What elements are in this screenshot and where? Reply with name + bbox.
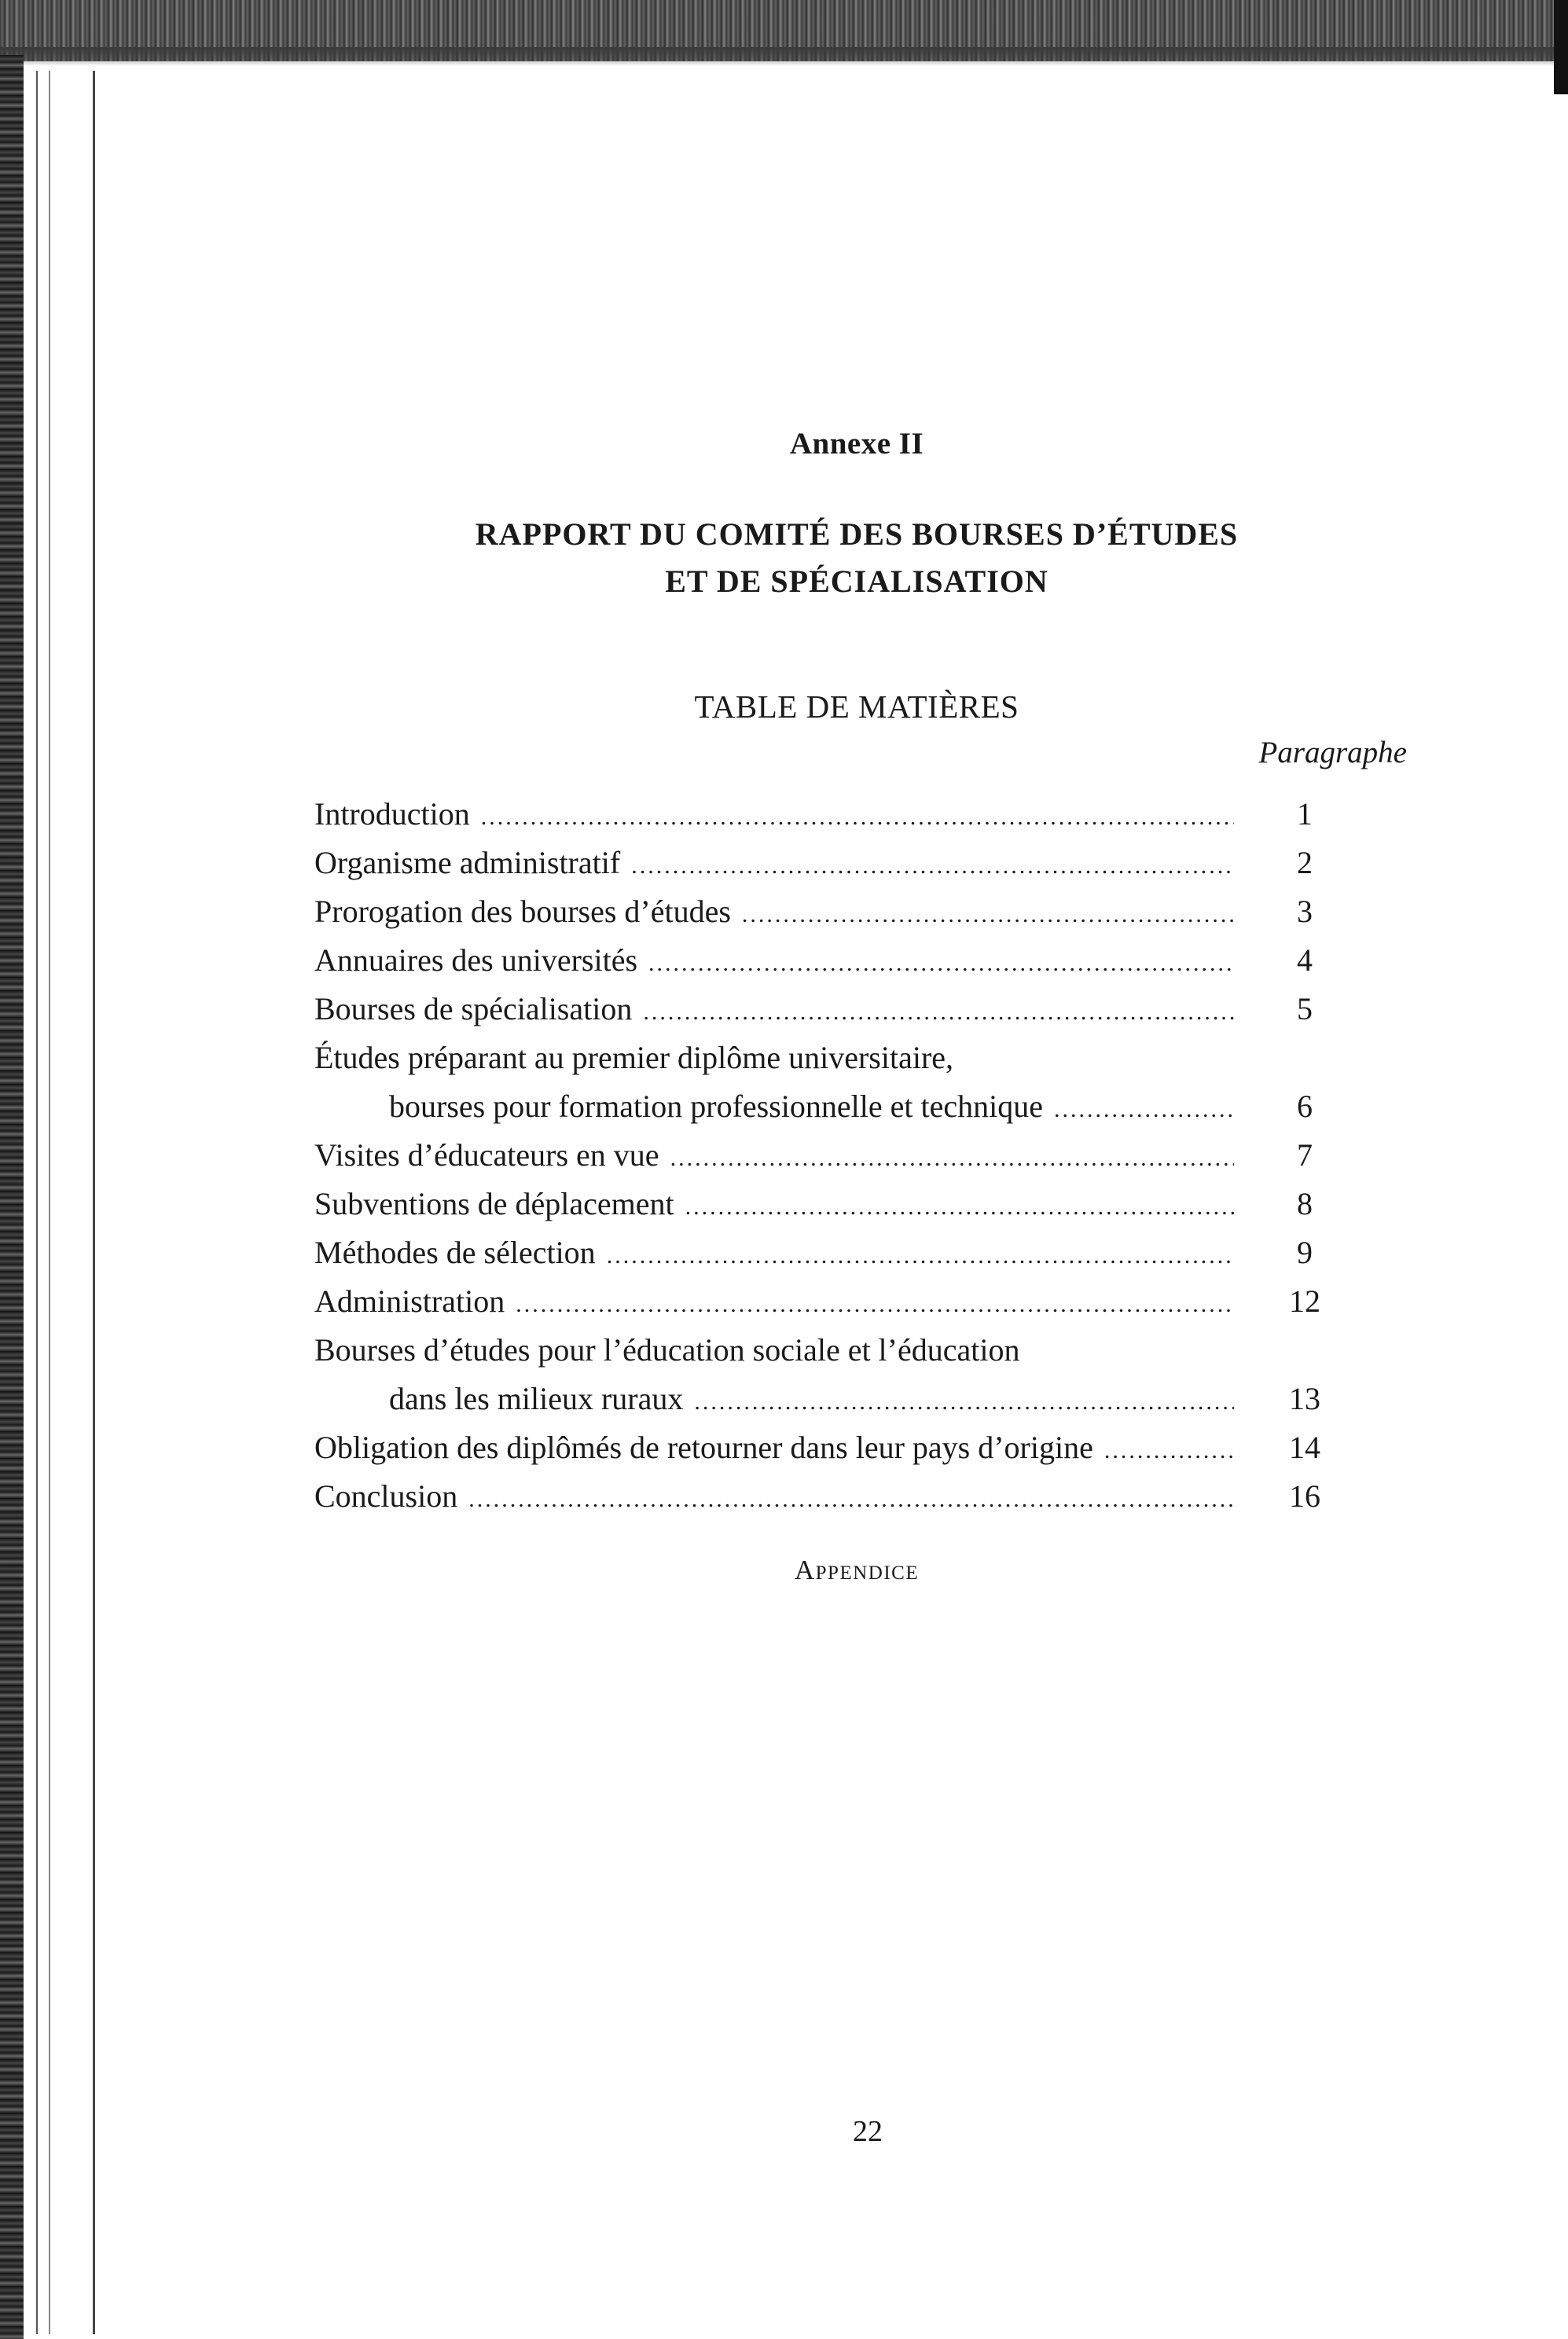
toc-entry-line bbox=[314, 1277, 1234, 1326]
toc-entry bbox=[314, 936, 1352, 985]
report-title-line: RAPPORT DU COMITÉ DES BOURSES D’ÉTUDES bbox=[475, 516, 1239, 552]
toc-leader-dots bbox=[685, 1183, 1234, 1232]
toc-leader-dots bbox=[1104, 1427, 1234, 1475]
toc-entry-title: Annuaires des universités bbox=[314, 942, 638, 978]
toc-entry-line bbox=[314, 1375, 1234, 1423]
toc-entry-line bbox=[314, 1423, 1234, 1472]
toc-entry bbox=[314, 1034, 1352, 1131]
toc-entry bbox=[314, 1423, 1352, 1472]
toc-paragraph-number: 7 bbox=[1297, 1137, 1313, 1173]
toc-entry-line bbox=[314, 985, 1234, 1034]
toc-paragraph-number: 9 bbox=[1297, 1235, 1313, 1270]
report-title-line: ET DE SPÉCIALISATION bbox=[665, 564, 1048, 599]
toc-leader-dots bbox=[468, 1475, 1234, 1524]
toc-paragraph-number: 14 bbox=[1289, 1430, 1320, 1465]
toc-entry-line bbox=[314, 887, 1234, 936]
toc-leader-dots bbox=[631, 842, 1234, 890]
toc-entry bbox=[314, 1180, 1352, 1228]
toc-entry-line bbox=[314, 1034, 1234, 1082]
toc-paragraph-number: 13 bbox=[1289, 1381, 1320, 1416]
toc-paragraph-number: 16 bbox=[1289, 1478, 1320, 1514]
toc-paragraph-number: 4 bbox=[1297, 942, 1313, 978]
toc-paragraph-number: 3 bbox=[1297, 894, 1313, 929]
toc-paragraph-number: 2 bbox=[1297, 845, 1313, 880]
toc-entry bbox=[314, 790, 1352, 839]
toc-entry-title: Méthodes de sélection bbox=[314, 1235, 596, 1270]
toc-entry bbox=[314, 887, 1352, 936]
toc-entry bbox=[314, 1228, 1352, 1277]
toc-entry bbox=[314, 1326, 1352, 1423]
toc-paragraph-number: 6 bbox=[1297, 1089, 1313, 1124]
toc-entry-title: Subventions de déplacement bbox=[314, 1186, 674, 1221]
annex-label: Annexe II bbox=[789, 427, 924, 461]
toc-entry-title: Bourses d’études pour l’éducation sociale et l’éducation bbox=[314, 1332, 1020, 1368]
paragraph-column-header: Paragraphe bbox=[1258, 736, 1407, 769]
toc-entry-line bbox=[314, 1228, 1234, 1277]
toc-entry-title: Visites d’éducateurs en vue bbox=[314, 1137, 659, 1173]
toc-entry-title: Organisme administratif bbox=[314, 845, 621, 880]
toc-leader-dots bbox=[694, 1378, 1234, 1427]
toc-entry-line bbox=[314, 839, 1234, 887]
toc-leader-dots bbox=[1054, 1085, 1234, 1134]
toc-entry-title: Bourses de spécialisation bbox=[314, 991, 633, 1026]
toc-entry-line bbox=[314, 1180, 1234, 1228]
toc-entry-title: Obligation des diplômés de retourner dans leur pays d’origine bbox=[314, 1430, 1093, 1465]
table-of-contents bbox=[314, 790, 1352, 1521]
toc-leader-dots bbox=[607, 1232, 1234, 1280]
toc-entry-title: Conclusion bbox=[314, 1478, 458, 1514]
toc-entry bbox=[314, 1277, 1352, 1326]
page-number: 22 bbox=[853, 2115, 883, 2148]
toc-entry bbox=[314, 985, 1352, 1034]
toc-entry-title: Prorogation des bourses d’études bbox=[314, 894, 731, 929]
report-title bbox=[424, 511, 1289, 605]
toc-entry bbox=[314, 839, 1352, 887]
toc-entry-line bbox=[314, 1082, 1234, 1131]
toc-leader-dots bbox=[670, 1134, 1234, 1183]
toc-paragraph-number: 1 bbox=[1297, 796, 1313, 832]
toc-paragraph-number: 12 bbox=[1289, 1283, 1320, 1319]
toc-entry-title: dans les milieux ruraux bbox=[389, 1381, 684, 1416]
toc-paragraph-number: 8 bbox=[1297, 1186, 1313, 1221]
toc-entry-title: Administration bbox=[314, 1283, 505, 1319]
toc-leader-dots bbox=[481, 793, 1234, 842]
toc-entry-line bbox=[314, 1326, 1234, 1375]
toc-leader-dots bbox=[742, 890, 1234, 939]
toc-leader-dots bbox=[648, 939, 1234, 988]
toc-entry-line bbox=[314, 790, 1234, 839]
toc-entry-line bbox=[314, 1472, 1234, 1521]
toc-heading: TABLE DE MATIÈRES bbox=[694, 688, 1019, 725]
toc-entry-title: Introduction bbox=[314, 796, 470, 832]
toc-entry-title: Études préparant au premier diplôme universitaire, bbox=[314, 1040, 954, 1075]
appendix-label: Appendice bbox=[794, 1555, 920, 1585]
toc-paragraph-number: 5 bbox=[1297, 991, 1313, 1026]
toc-entry bbox=[314, 1472, 1352, 1521]
toc-leader-dots bbox=[516, 1280, 1234, 1329]
toc-leader-dots bbox=[643, 988, 1234, 1037]
toc-entry-line bbox=[314, 936, 1234, 985]
toc-entry bbox=[314, 1131, 1352, 1180]
toc-entry-title: bourses pour formation professionnelle et technique bbox=[389, 1089, 1043, 1124]
toc-entry-line bbox=[314, 1131, 1234, 1180]
